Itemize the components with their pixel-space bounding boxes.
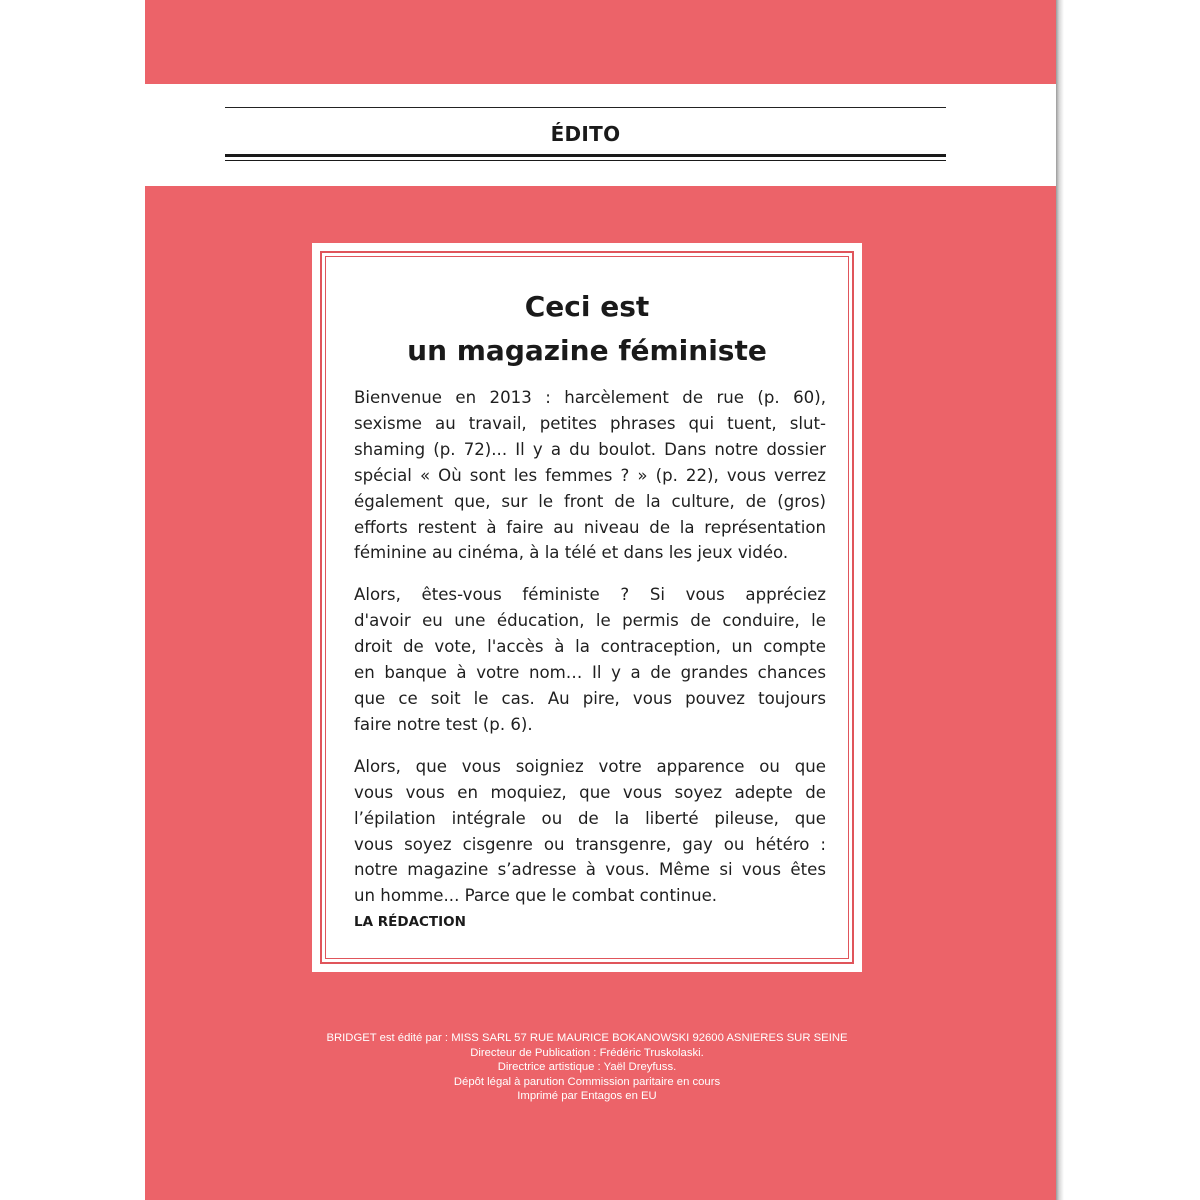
colophon-line: Directeur de Publication : Frédéric Truskolaski. bbox=[470, 1046, 704, 1059]
header-rule-bottom-thin bbox=[225, 160, 946, 161]
colophon-line: Dépôt légal à parution Commission paritaire en cours bbox=[453, 1075, 721, 1088]
header-rule-bottom-thick bbox=[225, 154, 946, 157]
paragraph-2 bbox=[354, 582, 826, 737]
body-line: sexisme au travail, petites phrases qui tuent, slut- bbox=[354, 413, 826, 433]
paragraph-1 bbox=[354, 385, 826, 566]
body-line: Alors, que vous soigniez votre apparence ou que bbox=[354, 756, 826, 776]
body-line: faire notre test (p. 6). bbox=[354, 714, 533, 734]
colophon-line: BRIDGET est édité par : MISS SARL 57 RUE MAURICE BOKANOWSKI 92600 ASNIERES SUR SEINE bbox=[326, 1032, 848, 1044]
page-edge-shadow bbox=[1056, 0, 1064, 1200]
body-line: droit de vote, l'accès à la contraception, un compte bbox=[354, 637, 826, 657]
colophon-line: Directrice artistique : Yaël Dreyfuss. bbox=[497, 1061, 677, 1074]
editorial-title bbox=[342, 285, 832, 373]
body-line: vous soyez cisgenre ou transgenre, gay ou hétéro : bbox=[354, 834, 826, 854]
body-line: l’épilation intégrale ou de la liberté pileuse, que bbox=[354, 808, 826, 828]
body-line: en banque à votre nom… Il y a de grandes chances bbox=[354, 663, 826, 683]
section-label: ÉDITO bbox=[550, 122, 621, 146]
body-line: un homme... Parce que le combat continue. bbox=[354, 886, 718, 906]
title-line: un magazine féministe bbox=[407, 334, 767, 367]
signature: LA RÉDACTION bbox=[354, 914, 466, 930]
body-line: que ce soit le cas. Au pire, vous pouvez toujours bbox=[354, 688, 826, 708]
header-rule-top bbox=[225, 107, 946, 108]
body-line: notre magazine s’adresse à vous. Même si vous êtes bbox=[354, 860, 826, 880]
body-line: Alors, êtes-vous féministe ? Si vous appréciez bbox=[354, 585, 826, 605]
title-line: Ceci est bbox=[524, 290, 650, 323]
colophon bbox=[312, 1031, 862, 1104]
editorial-card bbox=[312, 243, 862, 972]
body-line: également que, sur le front de la culture, de (gros) bbox=[354, 491, 826, 511]
body-line: spécial « Où sont les femmes ? » (p. 22), vous verrez bbox=[354, 465, 826, 485]
body-line: d'avoir eu une éducation, le permis de conduire, le bbox=[354, 611, 826, 631]
paragraph-3 bbox=[354, 754, 826, 909]
body-line: féminine au cinéma, à la télé et dans les jeux vidéo. bbox=[354, 543, 789, 563]
body-line: shaming (p. 72)... Il y a du boulot. Dans notre dossier bbox=[354, 439, 826, 459]
body-line: Bienvenue en 2013 : harcèlement de rue (p. 60), bbox=[354, 388, 826, 407]
editorial-body bbox=[354, 385, 826, 925]
colophon-line: Imprimé par Entagos en EU bbox=[517, 1090, 657, 1103]
body-line: efforts restent à faire au niveau de la représentation bbox=[354, 517, 826, 537]
body-line: vous vous en moquiez, que vous soyez adepte de bbox=[354, 782, 826, 802]
